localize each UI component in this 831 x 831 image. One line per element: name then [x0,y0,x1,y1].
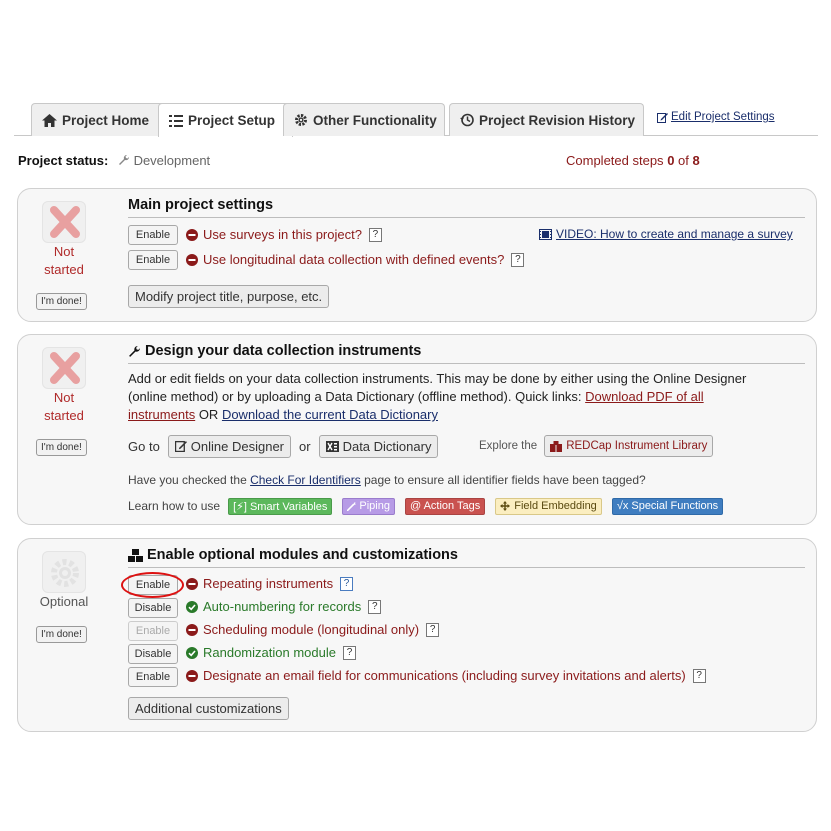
library-icon [550,441,562,452]
minus-circle-icon [186,229,198,241]
wrench-icon [118,154,130,166]
divider [128,363,805,364]
status-not-started: Not started [44,244,84,277]
panel-title: Main project settings [128,197,274,213]
scheduling-option: Scheduling module (longitudinal only) ? [186,622,439,637]
completed-steps: Completed steps 0 of 8 [566,153,700,168]
excel-icon [326,440,339,453]
panel-title: Design your data collection instruments [128,343,421,359]
tab-bar [14,103,818,136]
history-icon [460,113,474,127]
tab-other-functionality[interactable] [283,103,445,136]
field-embedding-button[interactable]: Field Embedding [495,498,602,515]
wand-icon [347,502,356,511]
help-icon[interactable]: ? [369,228,382,242]
minus-circle-icon [186,670,198,682]
help-icon[interactable]: ? [693,669,706,683]
home-icon [42,114,57,127]
tab-project-home[interactable] [31,103,170,136]
edit-project-settings-link[interactable]: Edit Project Settings [657,111,775,123]
additional-customizations-button[interactable]: Additional customizations [128,697,289,720]
data-dictionary-button[interactable]: Data Dictionary [319,435,439,458]
project-status-label: Project status: [18,153,109,168]
special-functions-button[interactable]: √x Special Functions [612,498,723,515]
status-not-started: Not started [44,390,84,423]
tab-label: Other Functionality [313,112,437,128]
enable-longitudinal-button[interactable]: Enable [128,250,178,270]
help-icon[interactable]: ? [511,253,524,267]
explore-row: Explore the REDCap Instrument Library [479,434,713,458]
cubes-icon [128,549,143,562]
learn-how-row: Learn how to use [⚡] Smart Variables Piping @ Action Tags Field Embedding √x Special Functions [128,497,723,515]
wrench-icon [128,345,141,358]
piping-button[interactable]: Piping [342,498,395,515]
check-identifiers-line: Have you checked the Check For Identifiers page to ensure all identifier fields have been tagged? [128,473,646,487]
download-pdf-link[interactable]: Download PDF of all instruments [128,389,704,422]
project-status-value: Development [118,153,210,168]
surveys-option: Use surveys in this project? ? [186,227,382,242]
instruments-description: Add or edit fields on your data collection instruments. This may be done by either using the Online Designer (online method) or by uploading a Data Dictionary (offline method). Quick links: Download PDF of all instruments OR Download the current Data Dictionary [128,371,747,422]
enable-repeating-instruments-button[interactable]: Enable [128,575,178,595]
help-icon[interactable]: ? [426,623,439,637]
status-optional: Optional [39,594,89,609]
check-circle-icon [186,601,198,613]
help-icon[interactable]: ? [340,577,353,591]
enable-surveys-button[interactable]: Enable [128,225,178,245]
im-done-button[interactable]: I'm done! [36,293,87,310]
im-done-button[interactable]: I'm done! [36,439,87,456]
help-icon[interactable]: ? [343,646,356,660]
check-for-identifiers-link[interactable]: Check For Identifiers [250,473,361,487]
design-instruments-panel [17,334,817,525]
optional-gear-icon [42,551,86,593]
gear-icon [294,113,308,127]
divider [128,567,805,568]
tab-project-setup[interactable] [158,103,293,137]
list-icon [169,115,183,127]
randomization-option: Randomization module ? [186,645,356,660]
smart-variables-button[interactable]: [⚡] Smart Variables [228,498,332,515]
action-tags-button[interactable]: @ Action Tags [405,498,485,515]
help-icon[interactable]: ? [368,600,381,614]
divider [128,217,805,218]
online-designer-button[interactable]: Online Designer [168,435,291,458]
email-field-option: Designate an email field for communications (including survey invitations and alerts) ? [186,668,706,683]
check-circle-icon [186,647,198,659]
im-done-button[interactable]: I'm done! [36,626,87,643]
download-data-dictionary-link[interactable]: Download the current Data Dictionary [221,407,438,422]
disable-randomization-button[interactable]: Disable [128,644,178,664]
main-project-settings-panel [17,188,817,322]
panel-title: Enable optional modules and customizations [128,547,458,563]
auto-numbering-option: Auto-numbering for records ? [186,599,381,614]
video-link[interactable]: VIDEO: How to create and manage a survey [539,227,793,241]
minus-circle-icon [186,254,198,266]
minus-circle-icon [186,578,198,590]
enable-scheduling-button[interactable]: Enable [128,621,178,641]
edit-icon [657,112,668,123]
not-started-icon [42,347,86,389]
optional-modules-panel [17,538,817,732]
not-started-icon [42,201,86,243]
edit-icon [175,440,187,452]
project-status [18,153,210,168]
tab-label: Project Setup [188,113,276,128]
instrument-library-button[interactable]: REDCap Instrument Library [544,435,713,457]
video-icon [539,229,552,240]
highlight-circle [121,572,184,598]
tab-label: Project Revision History [479,112,636,128]
longitudinal-option: Use longitudinal data collection with defined events? ? [186,252,524,267]
tab-label: Project Home [62,112,150,128]
disable-auto-numbering-button[interactable]: Disable [128,598,178,618]
goto-row: Go to Online Designer or Data Dictionary [128,434,446,458]
sqrt-icon: √x [616,500,629,512]
minus-circle-icon [186,624,198,636]
enable-email-field-button[interactable]: Enable [128,667,178,687]
modify-project-button[interactable]: Modify project title, purpose, etc. [128,285,329,308]
arrows-icon [500,501,510,511]
repeating-instruments-option: Repeating instruments ? [186,576,353,591]
tab-project-revision-history[interactable] [449,103,644,136]
